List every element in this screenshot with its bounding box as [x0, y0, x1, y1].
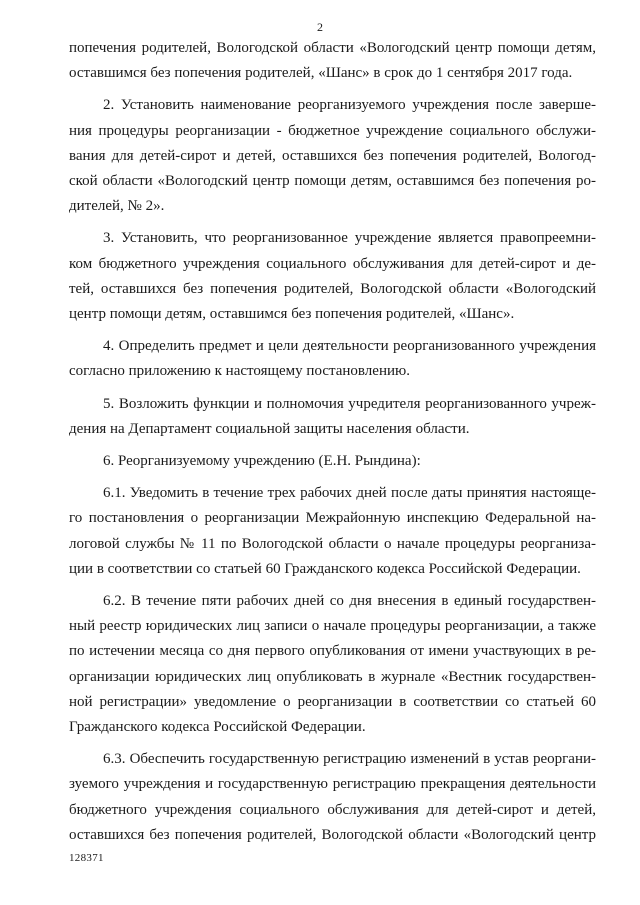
page-number: 2: [317, 20, 323, 34]
text-line: ской области «Вологодский центр помощи детям, оставшимся без попечения ро-: [69, 173, 596, 190]
text-line: ком бюджетного учреждения социального обслуживания для детей-сирот и де-: [69, 255, 596, 272]
text-line: 5. Возложить функции и полномочия учредителя реорганизованного учреж-: [103, 395, 596, 412]
paragraph: [69, 747, 596, 848]
paragraph-gap: [69, 582, 596, 589]
text-line: 6. Реорганизуемому учреждению (Е.Н. Рындина):: [103, 453, 421, 470]
text-line: Гражданского кодекса Российской Федерации.: [69, 719, 366, 736]
paragraph: [69, 392, 596, 442]
text-line: оставшимся без попечения родителей, «Шанс» в срок до 1 сентября 2017 года.: [69, 65, 573, 82]
text-line: вания для детей-сирот и детей, оставшихся без попечения родителей, Вологод-: [69, 147, 596, 164]
text-line: по истечении месяца со дня первого опубликования от имени участвующих в ре-: [69, 643, 596, 660]
paragraph: [69, 589, 596, 740]
text-line: ния процедуры реорганизации - бюджетное учреждение социального обслужи-: [69, 122, 596, 139]
text-line: 2. Установить наименование реорганизуемого учреждения после заверше-: [103, 97, 596, 114]
text-line: центр помощи детям, оставшимся без попечения родителей, «Шанс».: [69, 306, 515, 323]
text-line: дения на Департамент социальной защиты населения области.: [69, 420, 470, 437]
text-line: 4. Определить предмет и цели деятельности реорганизованного учреждения: [103, 338, 596, 355]
paragraph: [69, 481, 596, 582]
paragraph-gap: [69, 740, 596, 747]
text-line: 6.3. Обеспечить государственную регистрацию изменений в устав реоргани-: [103, 751, 596, 768]
paragraph-gap: [69, 219, 596, 226]
text-line: го постановления о реорганизации Межрайонную инспекцию Федеральной на-: [69, 510, 596, 527]
text-line: ной регистрации» уведомление о реорганизации в соответствии со статьей 60: [69, 693, 596, 710]
text-line: дителей, № 2».: [69, 198, 165, 215]
paragraph: [69, 36, 596, 86]
text-line: 6.1. Уведомить в течение трех рабочих дней после даты принятия настояще-: [103, 485, 596, 502]
text-line: попечения родителей, Вологодской области «Вологодский центр помощи детям,: [69, 40, 596, 56]
paragraph: [69, 226, 596, 327]
text-line: бюджетного учреждения социального обслуживания для детей-сирот и детей,: [69, 801, 596, 818]
text-line: согласно приложению к настоящему постановлению.: [69, 363, 410, 380]
text-line: 6.2. В течение пяти рабочих дней со дня внесения в единый государствен-: [103, 593, 596, 610]
paragraph-gap: [69, 442, 596, 449]
paragraph-gap: [69, 474, 596, 481]
paragraph: [69, 93, 596, 219]
text-line: логовой службы № 11 по Вологодской области о начале процедуры реорганиза-: [69, 535, 596, 552]
paragraph-gap: [69, 385, 596, 392]
paragraph: [69, 449, 596, 474]
text-line: ции в соответствии со статьей 60 Гражданского кодекса Российской Федерации.: [69, 560, 581, 577]
text-line: организации юридических лиц опубликовать в журнале «Вестник государствен-: [69, 668, 596, 685]
paragraph-gap: [69, 86, 596, 93]
paragraph: [69, 334, 596, 384]
text-line: зуемого учреждения и государственную регистрацию прекращения деятельности: [69, 776, 596, 793]
document-code: 128371: [69, 852, 104, 864]
text-line: оставшихся без попечения родителей, Вологодской области «Вологодский центр: [69, 826, 596, 843]
document-body: [69, 36, 596, 848]
text-line: ный реестр юридических лиц записи о начале процедуры реорганизации, а также: [69, 618, 596, 635]
text-line: 3. Установить, что реорганизованное учреждение является правопреемни-: [103, 230, 596, 247]
text-line: тей, оставшихся без попечения родителей, Вологодской области «Вологодский: [69, 280, 596, 297]
paragraph-gap: [69, 327, 596, 334]
